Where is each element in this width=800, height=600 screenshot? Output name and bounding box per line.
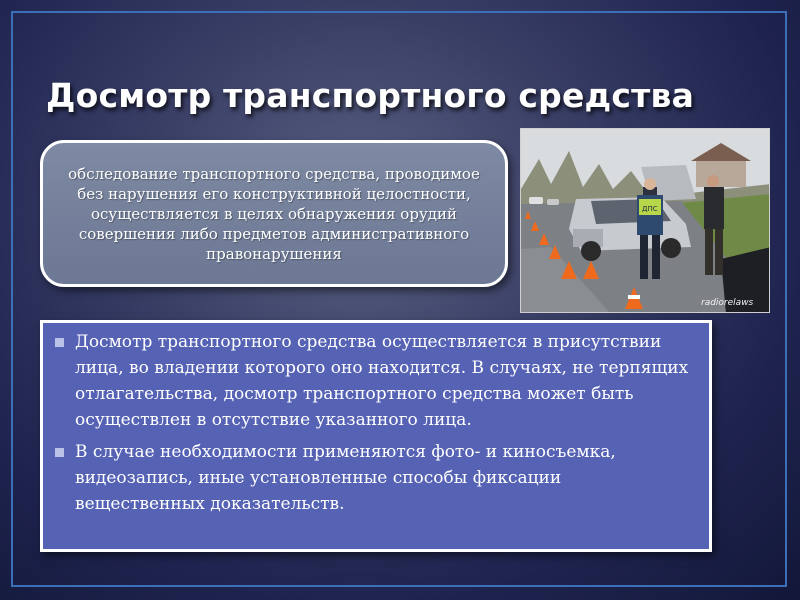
vehicle-inspection-photo xyxy=(520,128,770,313)
bullet-text: В случае необходимости применяются фото- и киносъемка, видеозапись, иные установленные способы фиксации вещественных доказательств. xyxy=(75,442,616,514)
dps-badge: ДПС xyxy=(642,205,658,213)
house xyxy=(696,159,746,187)
distant-car xyxy=(529,197,543,204)
slide-title: Досмотр транспортного средства xyxy=(46,76,695,115)
photo-watermark: radiorelaws xyxy=(701,298,754,308)
bullet-item xyxy=(55,329,695,433)
bullet-item xyxy=(55,439,695,517)
definition-text: обследование транспортного средства, проводимое без нарушения его конструктивной целостности, осуществляется в целях обнаружения орудий совершения либо предметов административного правонарушения xyxy=(68,164,480,263)
bullet-text: Досмотр транспортного средства осуществляется в присутствии лица, во владении которого оно находится. В случаях, не терпящих отлагательства, досмотр транспортного средства может быть осуществлен в отсутствие указанного лица. xyxy=(75,332,689,430)
bullet-marker-icon xyxy=(55,338,64,347)
distant-car xyxy=(547,199,559,205)
bullets-box xyxy=(40,320,712,552)
photo-illustration xyxy=(521,129,770,313)
bullet-marker-icon xyxy=(55,448,64,457)
definition-box xyxy=(40,140,508,287)
